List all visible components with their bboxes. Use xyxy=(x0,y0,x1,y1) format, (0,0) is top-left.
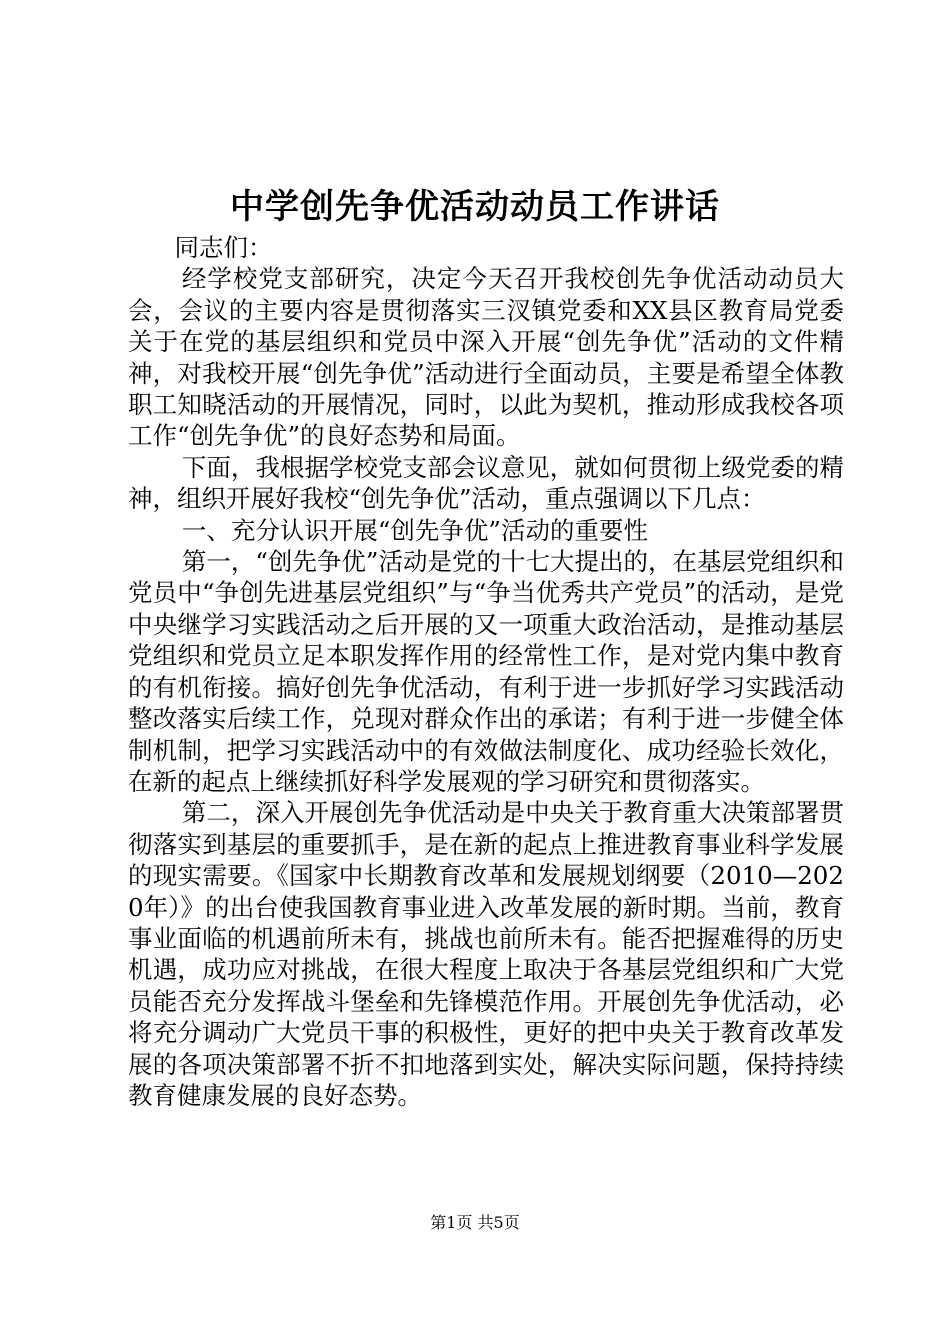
section-heading: 一、充分认识开展“创先争优”活动的重要性 xyxy=(181,515,648,545)
paragraph-point-two: 第二，深入开展创先争优活动是中央关于教育重大决策部署贯彻落实到基层的重要抓手，是在新的起点上推进教育事业科学发展的现实需要。《国家中长期教育改革和发展规划纲要（2010—2020年）》的出台使我国教育事业进入改革发展的新时期。当前，教育事业面临的机遇前所未有，挑战也前所未有。能否把握难得的历史机遇，成功应对挑战，在很大程度上取决于各基层党组织和广大党员能否充分发挥战斗堡垒和先锋模范作用。开展创先争优活动，必将充分调动广大党员干事的积极性，更好的把中央关于教育改革发展的各项决策部署不折不扣地落到实处，解决实际问题，保持持续教育健康发展的良好态势。 xyxy=(128,798,844,1110)
page-number-footer: 第1页 共5页 xyxy=(430,1213,520,1232)
salutation: 同志们： xyxy=(174,233,273,262)
document-body xyxy=(128,232,844,1111)
paragraph-outline: 下面，我根据学校党支部会议意见，就如何贯彻上级党委的精神，组织开展好我校“创先争优”活动，重点强调以下几点： xyxy=(128,452,844,514)
paragraph-intro: 经学校党支部研究，决定今天召开我校创先争优活动动员大会，会议的主要内容是贯彻落实三汊镇党委和XX县区教育局党委关于在党的基层组织和党员中深入开展“创先争优”活动的文件精神，对我校开展“创先争优”活动进行全面动员，主要是希望全体教职工知晓活动的开展情况，同时，以此为契机，推动形成我校各项工作“创先争优”的良好态势和局面。 xyxy=(128,264,844,451)
paragraph-point-one: 第一，“创先争优”活动是党的十七大提出的，在基层党组织和党员中“争创先进基层党组织”与“争当优秀共产党员”的活动，是党中央继学习实践活动之后开展的又一项重大政治活动，是推动基层党组织和党员立足本职发挥作用的经常性工作，是对党内集中教育的有机衔接。搞好创先争优活动，有利于进一步抓好学习实践活动整改落实后续工作，兑现对群众作出的承诺；有利于进一步健全体制机制，把学习实践活动中的有效做法制度化、成功经验长效化，在新的起点上继续抓好科学发展观的学习研究和贯彻落实。 xyxy=(128,547,844,796)
document-title: 中学创先争优活动动员工作讲话 xyxy=(230,187,720,227)
